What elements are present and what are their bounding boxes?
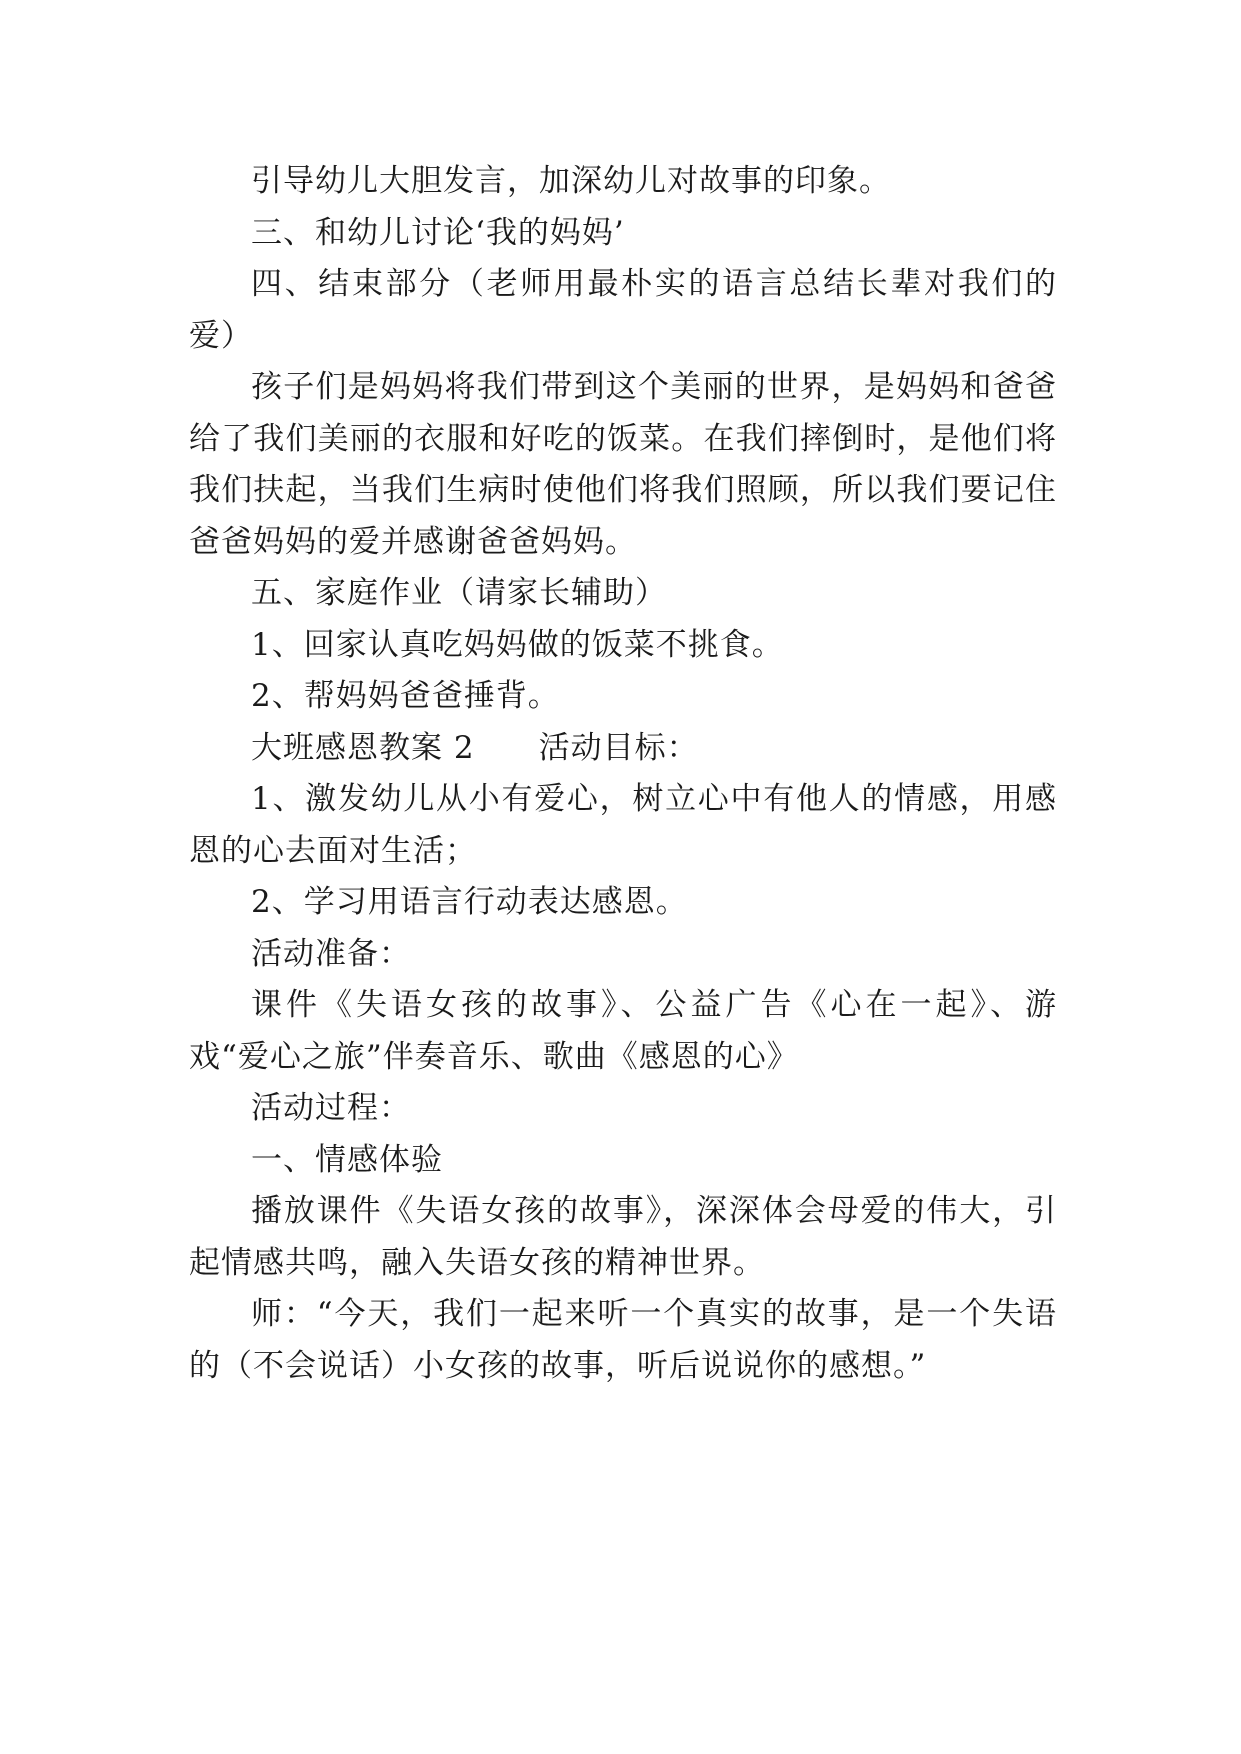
- paragraph: 2、学习用语言行动表达感恩。: [251, 884, 688, 920]
- document-body: [189, 156, 1057, 1392]
- paragraph: 一、情感体验: [251, 1141, 443, 1178]
- paragraph: 1、激发幼儿从小有爱心，树立心中有他人的情感，用感恩的心去面对生活；: [189, 781, 1057, 869]
- paragraph: 1、回家认真吃妈妈做的饭菜不挑食。: [251, 626, 784, 663]
- paragraph: 课件《失语女孩的故事》、公益广告《心在一起》、游戏“爱心之旅”伴奏音乐、歌曲《感恩的心》: [189, 987, 1057, 1075]
- paragraph: 师：“今天，我们一起来听一个真实的故事，是一个失语的（不会说话）小女孩的故事，听后说说你的感想。”: [189, 1296, 1057, 1384]
- paragraph: 活动准备：: [251, 935, 411, 972]
- paragraph: 活动过程：: [251, 1090, 411, 1126]
- paragraph: 孩子们是妈妈将我们带到这个美丽的世界，是妈妈和爸爸给了我们美丽的衣服和好吃的饭菜。在我们摔倒时，是他们将我们扶起，当我们生病时使他们将我们照顾，所以我们要记住爸爸妈妈的爱并感谢爸爸妈妈。: [189, 369, 1057, 560]
- paragraph: 四、结束部分（老师用最朴实的语言总结长辈对我们的爱）: [189, 266, 1057, 354]
- paragraph: 播放课件《失语女孩的故事》，深深体会母爱的伟大，引起情感共鸣，融入失语女孩的精神世界。: [189, 1193, 1057, 1281]
- section-heading: 大班感恩教案 2 活动目标：: [251, 729, 699, 766]
- paragraph: 引导幼儿大胆发言，加深幼儿对故事的印象。: [251, 163, 891, 199]
- paragraph: 2、帮妈妈爸爸捶背。: [251, 678, 560, 714]
- paragraph: 五、家庭作业（请家长辅助）: [251, 575, 667, 611]
- paragraph: 三、和幼儿讨论‘我的妈妈’: [251, 214, 625, 251]
